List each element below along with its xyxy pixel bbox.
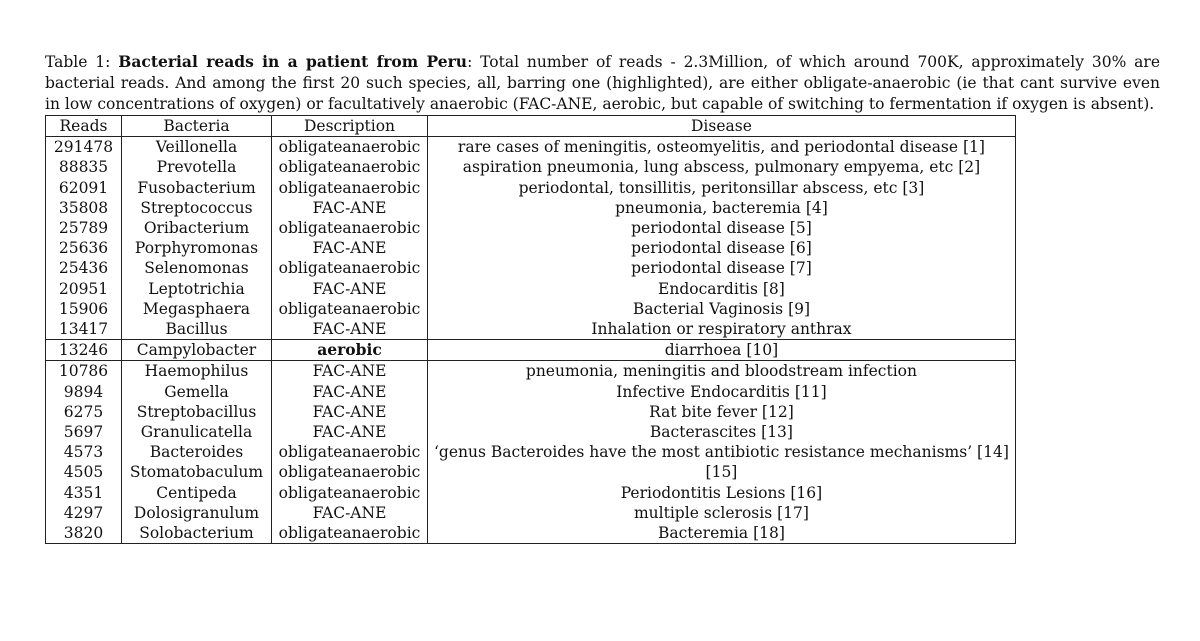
table-row	[46, 462, 1016, 482]
reads-cell: 291478	[46, 137, 122, 158]
description-cell: aerobic	[272, 340, 428, 361]
table-caption	[45, 51, 1160, 115]
bacteria-cell: Granulicatella	[122, 422, 272, 442]
description-cell: obligateanaerobic	[272, 178, 428, 198]
disease-cell: Endocarditis [8]	[428, 279, 1016, 299]
description-cell: obligateanaerobic	[272, 137, 428, 158]
table-row	[46, 157, 1016, 177]
table-row	[46, 238, 1016, 258]
reads-cell: 25636	[46, 238, 122, 258]
disease-cell: periodontal disease [7]	[428, 258, 1016, 278]
table-row	[46, 178, 1016, 198]
bacteria-cell: Dolosigranulum	[122, 503, 272, 523]
table-header-row	[46, 116, 1016, 137]
disease-cell: Infective Endocarditis [11]	[428, 382, 1016, 402]
description-cell: FAC-ANE	[272, 238, 428, 258]
description-cell: obligateanaerobic	[272, 157, 428, 177]
caption-title: Bacterial reads in a patient from Peru	[118, 52, 468, 71]
table-row	[46, 503, 1016, 523]
reads-cell: 13417	[46, 319, 122, 340]
description-cell: obligateanaerobic	[272, 258, 428, 278]
table-row	[46, 319, 1016, 340]
table-row	[46, 279, 1016, 299]
description-cell: FAC-ANE	[272, 382, 428, 402]
description-cell: obligateanaerobic	[272, 299, 428, 319]
bacteria-cell: Megasphaera	[122, 299, 272, 319]
description-cell: FAC-ANE	[272, 422, 428, 442]
bacteria-cell: Leptotrichia	[122, 279, 272, 299]
reads-cell: 6275	[46, 402, 122, 422]
disease-cell: Inhalation or respiratory anthrax	[428, 319, 1016, 340]
table-row	[46, 382, 1016, 402]
reads-cell: 88835	[46, 157, 122, 177]
bacteria-cell: Centipeda	[122, 483, 272, 503]
bacteria-cell: Bacillus	[122, 319, 272, 340]
table-row	[46, 299, 1016, 319]
description-cell: FAC-ANE	[272, 279, 428, 299]
description-cell: FAC-ANE	[272, 319, 428, 340]
disease-cell: rare cases of meningitis, osteomyelitis, and periodontal disease [1]	[428, 137, 1016, 158]
table-row	[46, 137, 1016, 158]
table-row	[46, 422, 1016, 442]
disease-cell: periodontal disease [6]	[428, 238, 1016, 258]
table-row	[46, 483, 1016, 503]
description-cell: obligateanaerobic	[272, 523, 428, 544]
reads-cell: 62091	[46, 178, 122, 198]
bacteria-cell: Veillonella	[122, 137, 272, 158]
bacterial-reads-table	[45, 115, 1016, 544]
bacteria-cell: Stomatobaculum	[122, 462, 272, 482]
table-body	[46, 137, 1016, 544]
description-cell: FAC-ANE	[272, 361, 428, 382]
bacteria-cell: Prevotella	[122, 157, 272, 177]
reads-cell: 13246	[46, 340, 122, 361]
table-row	[46, 198, 1016, 218]
reads-cell: 25436	[46, 258, 122, 278]
bacteria-cell: Porphyromonas	[122, 238, 272, 258]
bacteria-cell: Campylobacter	[122, 340, 272, 361]
bacteria-cell: Oribacterium	[122, 218, 272, 238]
reads-cell: 9894	[46, 382, 122, 402]
table-row	[46, 361, 1016, 382]
description-cell: obligateanaerobic	[272, 483, 428, 503]
bacteria-cell: Streptococcus	[122, 198, 272, 218]
disease-cell: Bacterial Vaginosis [9]	[428, 299, 1016, 319]
caption-label: Table 1:	[45, 53, 111, 71]
table-row	[46, 218, 1016, 238]
reads-cell: 3820	[46, 523, 122, 544]
reads-cell: 20951	[46, 279, 122, 299]
reads-cell: 5697	[46, 422, 122, 442]
description-cell: obligateanaerobic	[272, 462, 428, 482]
bacteria-cell: Bacteroides	[122, 442, 272, 462]
table-row	[46, 258, 1016, 278]
bacteria-cell: Gemella	[122, 382, 272, 402]
disease-cell: periodontal disease [5]	[428, 218, 1016, 238]
disease-cell: Bacterascites [13]	[428, 422, 1016, 442]
description-cell: FAC-ANE	[272, 402, 428, 422]
disease-cell: pneumonia, bacteremia [4]	[428, 198, 1016, 218]
bacteria-cell: Solobacterium	[122, 523, 272, 544]
table-row	[46, 442, 1016, 462]
disease-cell: Periodontitis Lesions [16]	[428, 483, 1016, 503]
description-cell: FAC-ANE	[272, 198, 428, 218]
reads-cell: 4505	[46, 462, 122, 482]
disease-cell: pneumonia, meningitis and bloodstream infection	[428, 361, 1016, 382]
description-cell: obligateanaerobic	[272, 442, 428, 462]
disease-cell: diarrhoea [10]	[428, 340, 1016, 361]
table-row	[46, 402, 1016, 422]
header-description: Description	[272, 116, 428, 137]
caption-text: : Total number of reads - 2.3Million, of which around 700K, approximately 30% are bacterial reads. And among the first 20 such species, all, barring one (highlighted), are either obligate-anaerobic (ie that cant survive even in low concentrations of oxygen) or facultatively anaerobic (FAC-ANE, aerobic, but capable of switching to fermentation if oxygen is absent).	[45, 53, 1160, 113]
bacteria-cell: Selenomonas	[122, 258, 272, 278]
disease-cell: [15]	[428, 462, 1016, 482]
description-cell: obligateanaerobic	[272, 218, 428, 238]
reads-cell: 10786	[46, 361, 122, 382]
header-reads: Reads	[46, 116, 122, 137]
header-disease: Disease	[428, 116, 1016, 137]
disease-cell: Bacteremia [18]	[428, 523, 1016, 544]
disease-cell: ‘genus Bacteroides have the most antibiotic resistance mechanisms’ [14]	[428, 442, 1016, 462]
reads-cell: 4573	[46, 442, 122, 462]
bacteria-cell: Fusobacterium	[122, 178, 272, 198]
reads-cell: 25789	[46, 218, 122, 238]
disease-cell: aspiration pneumonia, lung abscess, pulmonary empyema, etc [2]	[428, 157, 1016, 177]
bacteria-cell: Haemophilus	[122, 361, 272, 382]
table-row-highlighted	[46, 340, 1016, 361]
reads-cell: 35808	[46, 198, 122, 218]
bacteria-cell: Streptobacillus	[122, 402, 272, 422]
header-bacteria: Bacteria	[122, 116, 272, 137]
reads-cell: 4351	[46, 483, 122, 503]
reads-cell: 4297	[46, 503, 122, 523]
table-row	[46, 523, 1016, 544]
disease-cell: Rat bite fever [12]	[428, 402, 1016, 422]
disease-cell: multiple sclerosis [17]	[428, 503, 1016, 523]
disease-cell: periodontal, tonsillitis, peritonsillar abscess, etc [3]	[428, 178, 1016, 198]
reads-cell: 15906	[46, 299, 122, 319]
description-cell: FAC-ANE	[272, 503, 428, 523]
